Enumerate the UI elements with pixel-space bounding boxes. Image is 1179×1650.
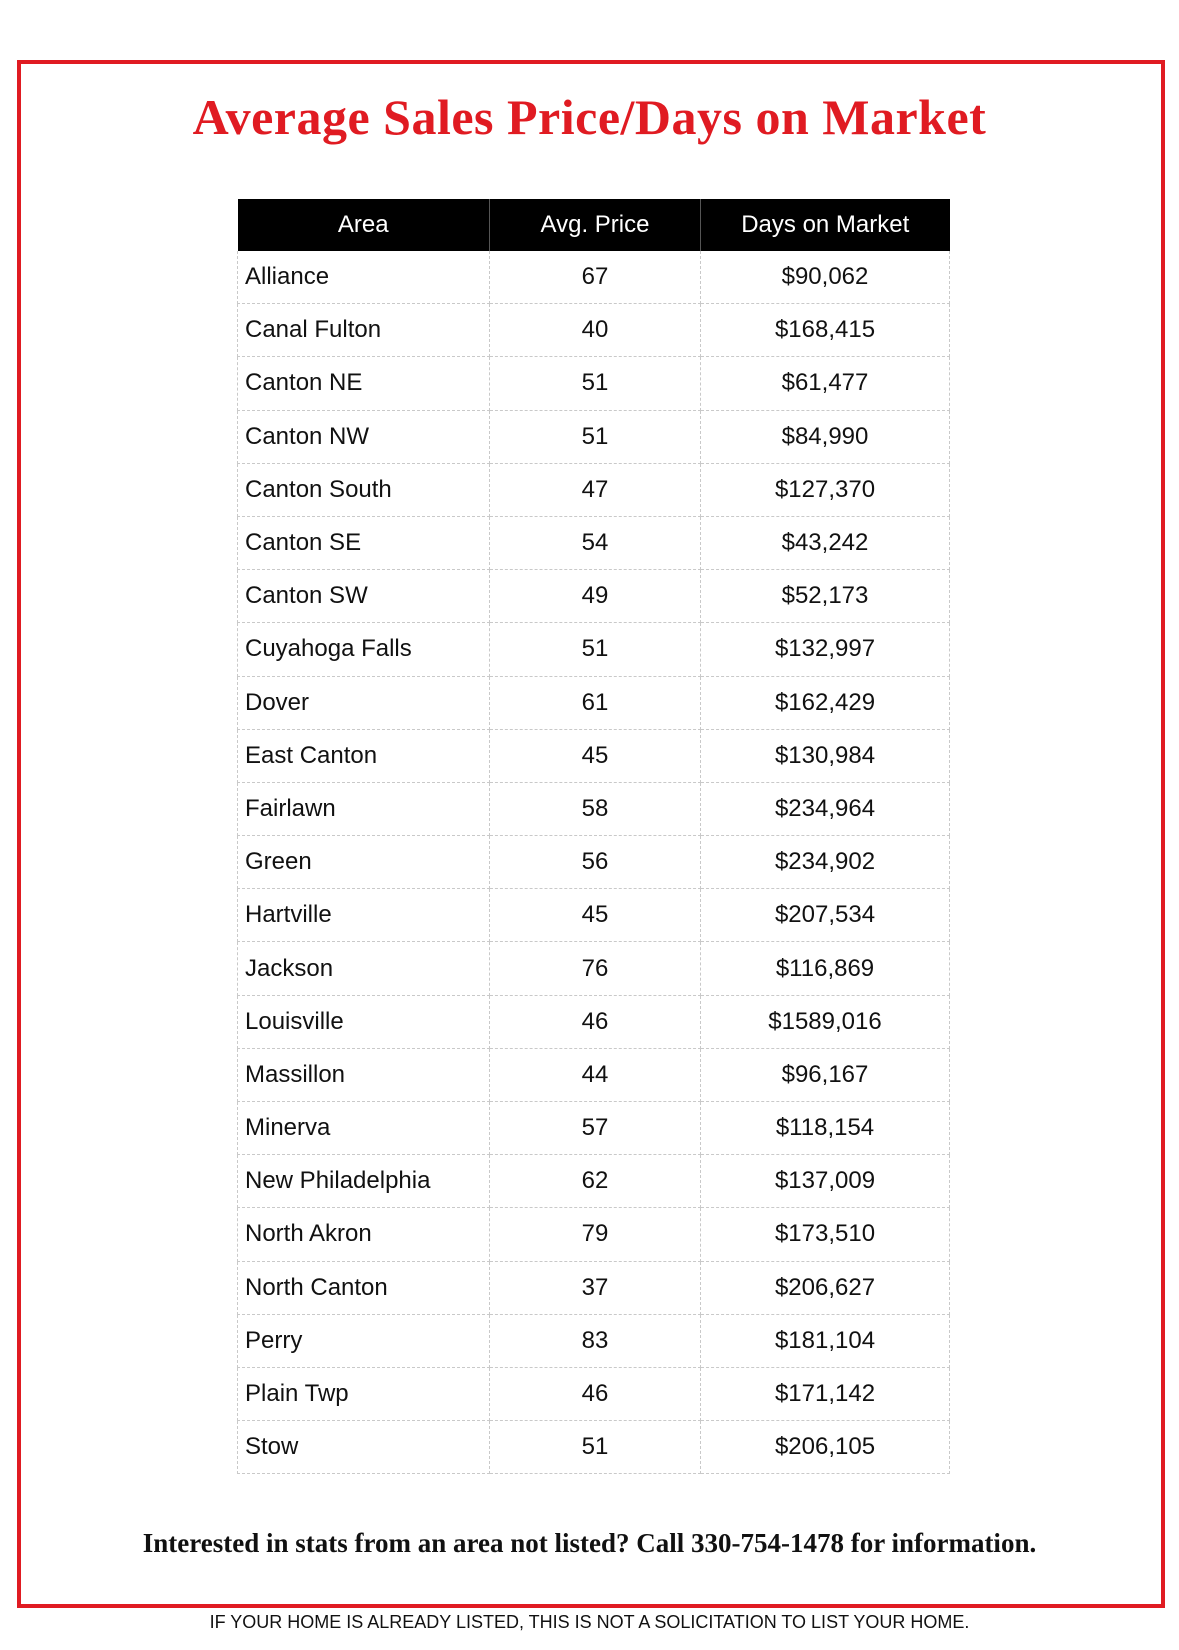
cell-avg-price: 57	[490, 1102, 701, 1155]
cell-avg-price: 58	[490, 782, 701, 835]
cell-days-on-market: $52,173	[701, 570, 950, 623]
cell-avg-price: 37	[490, 1261, 701, 1314]
table-row	[238, 410, 950, 463]
contact-note: Interested in stats from an area not listed? Call 330-754-1478 for information.	[142, 1528, 1037, 1558]
cell-days-on-market: $127,370	[701, 463, 950, 516]
cell-days-on-market: $171,142	[701, 1367, 950, 1420]
stats-table	[237, 199, 950, 1474]
table-row	[238, 463, 950, 516]
cell-days-on-market: $84,990	[701, 410, 950, 463]
cell-avg-price: 49	[490, 570, 701, 623]
cell-area: Canton SE	[238, 516, 490, 569]
cell-avg-price: 62	[490, 1155, 701, 1208]
table-row	[238, 516, 950, 569]
cell-area: Plain Twp	[238, 1367, 490, 1420]
table-row	[238, 304, 950, 357]
cell-avg-price: 51	[490, 623, 701, 676]
cell-area: Fairlawn	[238, 782, 490, 835]
cell-area: Minerva	[238, 1102, 490, 1155]
table-row	[238, 1367, 950, 1420]
cell-area: Canton NW	[238, 410, 490, 463]
cell-avg-price: 51	[490, 410, 701, 463]
table-row	[238, 251, 950, 304]
table-row	[238, 570, 950, 623]
cell-area: Hartville	[238, 889, 490, 942]
table-row	[238, 729, 950, 782]
table-body	[238, 251, 950, 1474]
table-row	[238, 1155, 950, 1208]
cell-area: Perry	[238, 1314, 490, 1367]
cell-area: North Canton	[238, 1261, 490, 1314]
table-row	[238, 1102, 950, 1155]
cell-days-on-market: $234,902	[701, 836, 950, 889]
cell-days-on-market: $162,429	[701, 676, 950, 729]
table-row	[238, 357, 950, 410]
cell-avg-price: 45	[490, 889, 701, 942]
disclaimer: IF YOUR HOME IS ALREADY LISTED, THIS IS NOT A SOLICITATION TO LIST YOUR HOME.	[209, 1612, 970, 1632]
table-header	[238, 199, 950, 251]
cell-area: Canton NE	[238, 357, 490, 410]
cell-days-on-market: $137,009	[701, 1155, 950, 1208]
cell-avg-price: 67	[490, 251, 701, 304]
cell-days-on-market: $116,869	[701, 942, 950, 995]
cell-avg-price: 51	[490, 1421, 701, 1474]
cell-avg-price: 45	[490, 729, 701, 782]
cell-avg-price: 51	[490, 357, 701, 410]
cell-days-on-market: $43,242	[701, 516, 950, 569]
cell-days-on-market: $118,154	[701, 1102, 950, 1155]
table-row	[238, 623, 950, 676]
cell-area: Canton SW	[238, 570, 490, 623]
cell-days-on-market: $90,062	[701, 251, 950, 304]
cell-days-on-market: $168,415	[701, 304, 950, 357]
cell-days-on-market: $206,627	[701, 1261, 950, 1314]
table-row	[238, 1261, 950, 1314]
cell-avg-price: 76	[490, 942, 701, 995]
cell-area: New Philadelphia	[238, 1155, 490, 1208]
header-row	[238, 199, 950, 251]
cell-avg-price: 79	[490, 1208, 701, 1261]
cell-avg-price: 47	[490, 463, 701, 516]
cell-area: East Canton	[238, 729, 490, 782]
table-row	[238, 1314, 950, 1367]
cell-area: North Akron	[238, 1208, 490, 1261]
cell-avg-price: 44	[490, 1048, 701, 1101]
table-row	[238, 782, 950, 835]
cell-area: Canton South	[238, 463, 490, 516]
cell-area: Jackson	[238, 942, 490, 995]
table-row	[238, 676, 950, 729]
header-days-on-market: Days on Market	[701, 199, 950, 251]
cell-area: Louisville	[238, 995, 490, 1048]
header-avg-price: Avg. Price	[490, 199, 701, 251]
cell-avg-price: 40	[490, 304, 701, 357]
cell-days-on-market: $207,534	[701, 889, 950, 942]
page-title: Average Sales Price/Days on Market	[192, 89, 987, 145]
cell-avg-price: 61	[490, 676, 701, 729]
header-area: Area	[238, 199, 490, 251]
cell-days-on-market: $61,477	[701, 357, 950, 410]
cell-days-on-market: $1589,016	[701, 995, 950, 1048]
cell-area: Massillon	[238, 1048, 490, 1101]
cell-avg-price: 46	[490, 1367, 701, 1420]
cell-avg-price: 83	[490, 1314, 701, 1367]
cell-avg-price: 54	[490, 516, 701, 569]
cell-area: Alliance	[238, 251, 490, 304]
table-row	[238, 1208, 950, 1261]
cell-area: Stow	[238, 1421, 490, 1474]
cell-days-on-market: $96,167	[701, 1048, 950, 1101]
table-row	[238, 942, 950, 995]
cell-area: Cuyahoga Falls	[238, 623, 490, 676]
cell-area: Green	[238, 836, 490, 889]
table-row	[238, 1421, 950, 1474]
table-row	[238, 995, 950, 1048]
cell-days-on-market: $173,510	[701, 1208, 950, 1261]
cell-days-on-market: $234,964	[701, 782, 950, 835]
cell-days-on-market: $130,984	[701, 729, 950, 782]
table-row	[238, 889, 950, 942]
cell-days-on-market: $132,997	[701, 623, 950, 676]
table-row	[238, 836, 950, 889]
cell-avg-price: 56	[490, 836, 701, 889]
cell-days-on-market: $206,105	[701, 1421, 950, 1474]
table-row	[238, 1048, 950, 1101]
cell-area: Canal Fulton	[238, 304, 490, 357]
cell-area: Dover	[238, 676, 490, 729]
cell-days-on-market: $181,104	[701, 1314, 950, 1367]
cell-avg-price: 46	[490, 995, 701, 1048]
